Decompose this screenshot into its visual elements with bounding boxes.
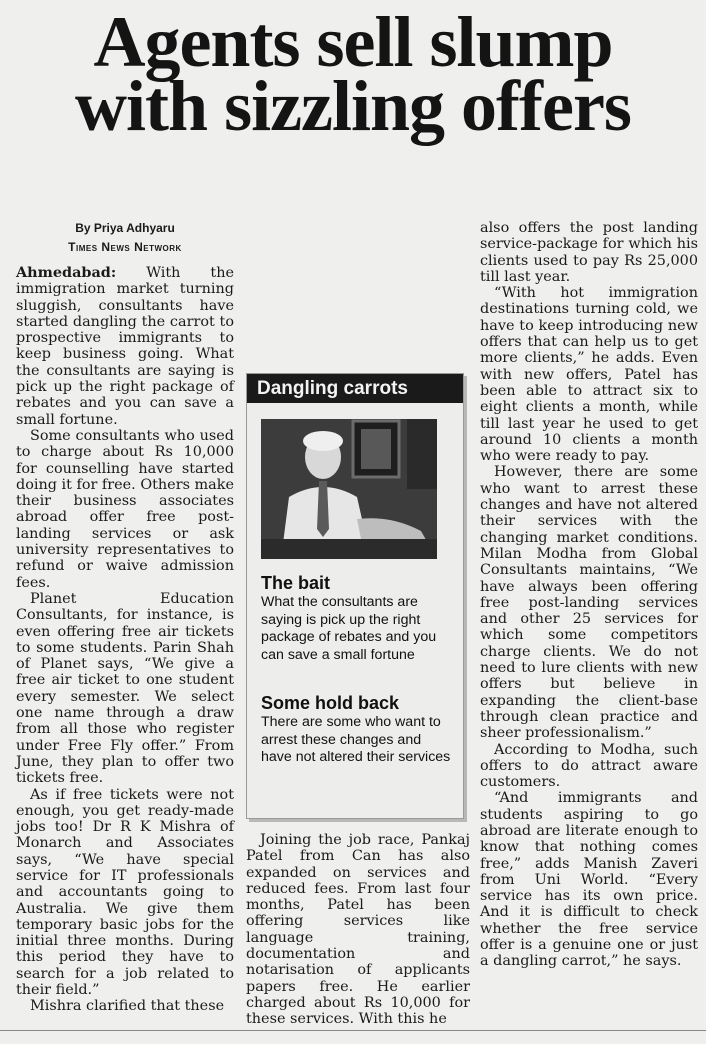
headline [8, 2, 698, 146]
sidebar-heading-bait: The bait [261, 573, 331, 593]
article-paragraph: “And immigrants and students aspiring to go abroad are literate enough to know that nothing comes free,” adds Manish Zaveri from Uni World. “Every service has its own price. And it is difficult to check whether the free service offer is a genuine one or just a dangling carrot,” he says. [480, 790, 698, 970]
article-column-right [480, 220, 698, 970]
sidebar-text-bait: What the consultants are saying is pick up the right package of rebates and you can save a small fortune [261, 594, 437, 663]
article-paragraph: also offers the post landing service-package for which his clients used to pay Rs 25,000 till last year. [480, 220, 698, 285]
sidebar-text-hold-back: There are some who want to arrest these changes and have not altered their services [261, 714, 451, 766]
headline-line-1: Agents sell slump [93, 2, 613, 82]
sidebar-section-bait [261, 572, 451, 664]
article-column-left [16, 265, 234, 1015]
headline-line-2: with sizzling offers [75, 66, 631, 146]
article-paragraph: As if free tickets were not enough, you get ready-made jobs too! Dr R K Mishra of Monarch and Associates says, “We have special service for IT professionals and accountants going to Australia. We give them temporary basic jobs for the initial three months. During this period they have to search for a job related to their field.” [16, 786, 234, 999]
sidebar-heading-hold-back: Some hold back [261, 693, 400, 713]
article-paragraph [16, 265, 234, 428]
bottom-rule [0, 1030, 706, 1031]
byline [16, 219, 234, 257]
article-paragraph: Joining the job race, Pankaj Patel from Can has also expanded on services and reduced fees. From last four months, Patel has been offering services like language training, documentation and notarisation of applicants papers free. He earlier charged about Rs 10,000 for these services. With this he [246, 832, 470, 1028]
article-column-middle [246, 832, 470, 1028]
sidebar-section-hold-back [261, 692, 451, 767]
article-paragraph: “With hot immigration destinations turning cold, we have to keep introducing new offers that can help us to get more clients,” he adds. Even with new offers, Patel has been able to attract six to eight clients a month, while till last year he used to get around 10 clients a month who were ready to pay. [480, 285, 698, 465]
article-paragraph: Mishra clarified that these [30, 998, 225, 1015]
article-paragraph: According to Modha, such offers to do attract aware customers. [480, 741, 698, 791]
sidebar-title: Dangling carrots [247, 374, 463, 403]
dateline: Ahmedabad: [16, 264, 117, 281]
photo-illustration [261, 419, 437, 559]
byline-network: Times News Network [68, 240, 182, 254]
byline-author: By Priya Adhyaru [75, 221, 175, 235]
paragraph-text: With the immigration market turning sluggish, consultants have started dangling the carrot to prospective immigrants to keep business going. What the consultants are saying is pick up the right package of rebates and you can save a small fortune. [16, 265, 234, 428]
article-paragraph: Some consultants who used to charge about Rs 10,000 for counselling have started doing it for free. Others make their business associates abroad offer free post-landing services or ask university representatives to refund or waive admission fees. [16, 427, 234, 591]
article-paragraph: Planet Education Consultants, for instance, is even offering free air tickets to some students. Parin Shah of Planet says, “We give a free air ticket to one student every semester. We select one name through a draw from all those who register under Free Fly offer.” From June, they plan to offer two tickets free. [16, 590, 234, 787]
photo-man-at-desk [261, 419, 437, 559]
article-paragraph: However, there are some who want to arrest these changes and have not altered their services with the changing market conditions. Milan Modha from Global Consultants maintains, “We have always been offering free post-landing services and other 25 services for which some competitors charge clients. We do not need to lure clients with new offers but believe in expanding the client-base through clean practice and sheer professionalism.” [480, 464, 698, 742]
sidebar-box [246, 373, 464, 819]
